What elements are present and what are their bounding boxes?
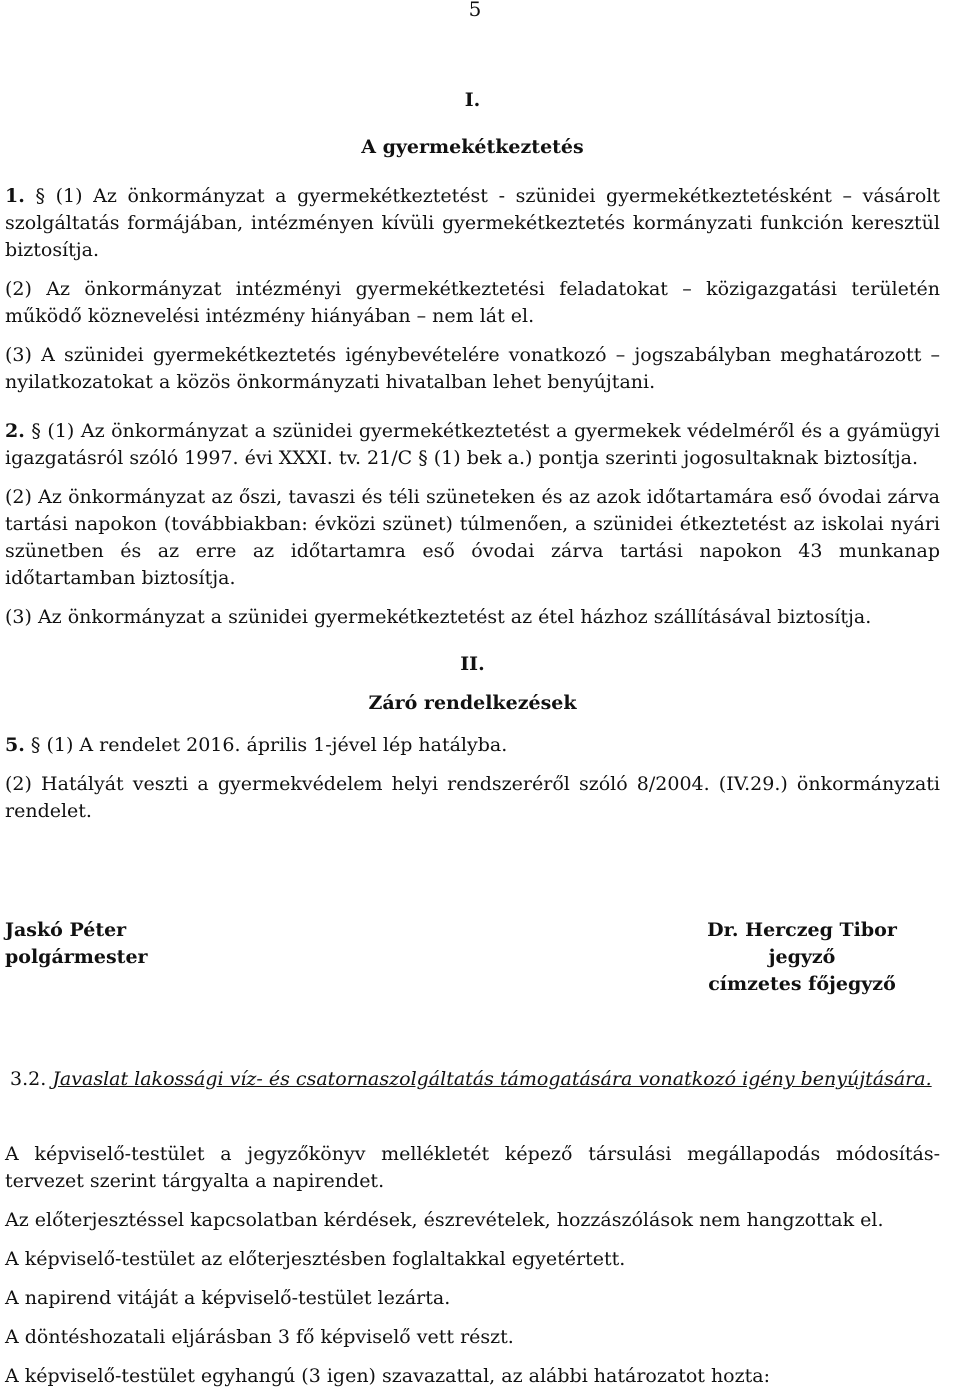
section-1-paragraph-3: (3) A szünidei gyermekétkeztetés igénybevételére vonatkozó – jogszabályban meghatározott – nyilatkozatokat a közös önkormányzati hivatalban lehet benyújtani.	[5, 344, 940, 393]
minutes-body	[5, 1141, 940, 1390]
agenda-number: 3.2.	[10, 1068, 47, 1090]
section-sign-icon: §	[35, 185, 45, 207]
section-5-text-1: (1) A rendelet 2016. április 1-jével lép hatályba.	[46, 734, 508, 756]
section-5-number: 5.	[5, 734, 25, 756]
agenda-item	[10, 1066, 940, 1093]
minutes-paragraph-4: A napirend vitáját a képviselő-testület lezárta.	[5, 1287, 451, 1309]
section-2-number: 2.	[5, 420, 25, 442]
minutes-paragraph-1: A képviselő-testület a jegyzőkönyv mellékletét képező társulási megállapodás módosítás-tervezet szerint tárgyalta a napirendet.	[5, 1143, 940, 1192]
section-5-paragraph-1	[5, 732, 940, 759]
chapter-1-number: I.	[464, 89, 481, 111]
signature-right-name: Dr. Herczeg Tibor	[707, 919, 897, 941]
section-2-paragraph-2: (2) Az önkormányzat az őszi, tavaszi és téli szüneteken és az azok időtartamára eső óvodai zárva tartási napokon (továbbiakban: évközi szünet) túlmenően, a szünidei étkeztetést az iskolai nyári szünetben és az erre az időtartamra eső óvodai zárva tartási napokon 43 munkanap időtartamban biztosítja.	[5, 486, 940, 589]
chapter-2-title: Záró rendelkezések	[368, 692, 577, 714]
section-2-paragraph-1	[5, 418, 940, 472]
section-5	[5, 732, 940, 825]
section-sign-icon: §	[30, 734, 41, 756]
section-5-paragraph-2: (2) Hatályát veszti a gyermekvédelem helyi rendszeréről szóló 8/2004. (IV.29.) önkormányzati rendelet.	[5, 773, 940, 822]
minutes-paragraph-6: A képviselő-testület egyhangú (3 igen) szavazattal, az alábbi határozatot hozta:	[5, 1365, 770, 1387]
section-1	[5, 183, 940, 396]
section-sign-icon: §	[31, 420, 41, 442]
section-1-text-1: (1) Az önkormányzat a gyermekétkeztetést - szünidei gyermekétkeztetésként – vásárolt szolgáltatás formájában, intézményen kívüli gyermekétkeztetés kormányzati funkción keresztül biztosítja.	[5, 185, 940, 261]
signature-right-title-2: címzetes főjegyző	[708, 973, 896, 995]
signature-right-title-1: jegyző	[768, 946, 836, 968]
section-1-paragraph-1	[5, 183, 940, 264]
minutes-paragraph-3: A képviselő-testület az előterjesztésben foglaltakkal egyetértett.	[5, 1248, 626, 1270]
signature-left	[5, 917, 148, 971]
section-1-paragraph-2: (2) Az önkormányzat intézményi gyermekétkeztetési feladatokat – közigazgatási területén működő köznevelési intézmény hiányában – nem lát el.	[5, 278, 940, 327]
signature-right	[687, 917, 917, 998]
section-1-number: 1.	[5, 185, 25, 207]
chapter-2-number: II.	[460, 653, 485, 675]
signature-left-name: Jaskó Péter	[5, 919, 127, 941]
page-number: 5	[468, 0, 482, 21]
minutes-paragraph-2: Az előterjesztéssel kapcsolatban kérdések, észrevételek, hozzászólások nem hangzottak el.	[5, 1209, 884, 1231]
minutes-paragraph-5: A döntéshozatali eljárásban 3 fő képviselő vett részt.	[5, 1326, 514, 1348]
section-2-text-1: (1) Az önkormányzat a szünidei gyermekétkeztetést a gyermekek védelméről és a gyámügyi igazgatásról szóló 1997. évi XXXI. tv. 21/C § (1) bek a.) pontja szerinti jogosultaknak biztosítja.	[5, 420, 940, 469]
chapter-1-title: A gyermekétkeztetés	[361, 136, 584, 158]
agenda-title: Javaslat lakossági víz- és csatornaszolgáltatás támogatására vonatkozó igény benyújtására.	[52, 1068, 932, 1090]
signature-left-title: polgármester	[5, 946, 148, 968]
section-2	[5, 418, 940, 631]
section-2-paragraph-3: (3) Az önkormányzat a szünidei gyermekétkeztetést az étel házhoz szállításával biztosítja.	[5, 606, 872, 628]
